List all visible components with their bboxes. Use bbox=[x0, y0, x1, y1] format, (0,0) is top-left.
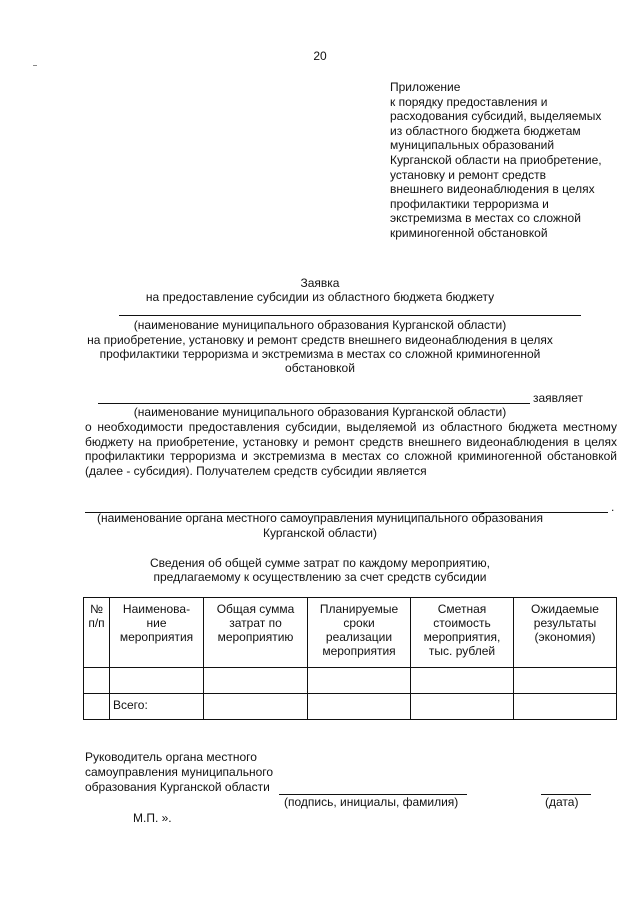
appendix-line: экстремизма в местах со сложной bbox=[390, 211, 581, 226]
application-title: Заявка bbox=[300, 276, 340, 290]
appendix-line: криминогенной обстановкой bbox=[390, 225, 548, 240]
application-subtitle: на предоставление субсидии из областного бюджета бюджету bbox=[145, 290, 495, 304]
appendix-line: расходования субсидий, выделяемых bbox=[390, 109, 602, 124]
recipient-hint: Курганской области) bbox=[263, 526, 377, 540]
total-label: Всего: bbox=[110, 694, 204, 720]
appendix-line: Приложение bbox=[390, 80, 461, 94]
appendix-line: из областного бюджета бюджетам bbox=[390, 123, 581, 138]
page-number: 20 bbox=[313, 49, 327, 63]
applicant-hint: (наименование муниципального образования Курганской области) bbox=[133, 405, 507, 419]
column-header: Планируемые сроки реализации мероприятия bbox=[308, 598, 411, 668]
purpose-line: обстановкой bbox=[285, 361, 355, 375]
column-header: Общая сумма затрат по мероприятию bbox=[204, 598, 308, 668]
table-row bbox=[84, 668, 617, 694]
column-header: Сметная стоимость мероприятия, тыс. рублей bbox=[411, 598, 514, 668]
recipient-hint: (наименование органа местного самоуправления муниципального образования bbox=[96, 511, 543, 525]
purpose-line: на приобретение, установку и ремонт средств внешнего видеонаблюдения в целях bbox=[87, 333, 553, 347]
municipality-hint: (наименование муниципального образования Курганской области) bbox=[133, 318, 507, 332]
costs-table bbox=[83, 597, 617, 720]
line-end-dot: . bbox=[611, 500, 615, 514]
signature-line: Руководитель органа местного bbox=[85, 750, 257, 764]
date-hint: (дата) bbox=[545, 795, 579, 809]
scan-mark bbox=[33, 65, 37, 66]
column-header: Ожидаемые результаты (экономия) bbox=[514, 598, 617, 668]
table-cell bbox=[411, 668, 514, 694]
table-cell bbox=[84, 668, 110, 694]
table-cell bbox=[411, 694, 514, 720]
column-header: № п/п bbox=[84, 598, 110, 668]
appendix-line: профилактики терроризма и bbox=[390, 196, 549, 211]
appendix-line: муниципальных образований bbox=[390, 138, 555, 153]
signature-line: образования Курганской области bbox=[85, 779, 270, 794]
table-header-row bbox=[84, 598, 617, 668]
table-cell bbox=[84, 694, 110, 720]
table-cell bbox=[204, 668, 308, 694]
applicant-name-line bbox=[98, 403, 530, 404]
table-cell bbox=[204, 694, 308, 720]
declares-label: заявляет bbox=[533, 391, 584, 405]
appendix-line: Курганской области на приобретение, bbox=[390, 152, 602, 167]
appendix-line: к порядку предоставления и bbox=[390, 94, 548, 109]
signature-line: самоуправления муниципального bbox=[85, 764, 274, 779]
signature-block bbox=[85, 750, 273, 794]
table-cell bbox=[308, 668, 411, 694]
table-cell bbox=[110, 668, 204, 694]
stamp-place: М.П. ». bbox=[133, 811, 172, 825]
table-cell bbox=[308, 694, 411, 720]
purpose-line: профилактики терроризма и экстремизма в местах со сложной криминогенной bbox=[99, 347, 541, 361]
municipality-name-line bbox=[119, 315, 581, 316]
table-total-row bbox=[84, 694, 617, 720]
table-cell bbox=[514, 668, 617, 694]
appendix-line: установку и ремонт средств bbox=[390, 167, 547, 182]
table-cell bbox=[514, 694, 617, 720]
appendix-header bbox=[390, 80, 630, 241]
summary-heading: предлагаемому к осуществлению за счет средств субсидии bbox=[153, 570, 487, 584]
signature-hint: (подпись, инициалы, фамилия) bbox=[284, 795, 459, 809]
summary-heading: Сведения об общей сумме затрат по каждому мероприятию, bbox=[149, 556, 491, 570]
application-body: о необходимости предоставления субсидии, выделяемой из областного бюджета местному бюджету на приобретение, установку и ремонт средств внешнего видеонаблюдения в целях профилактики терроризма и экстремизма в местах со сложной криминогенной обстановкой (далее - субсидия). Получателем средств субсидии является bbox=[85, 420, 617, 478]
column-header: Наименова-ние мероприятия bbox=[110, 598, 204, 668]
appendix-line: внешнего видеонаблюдения в целях bbox=[390, 182, 595, 197]
